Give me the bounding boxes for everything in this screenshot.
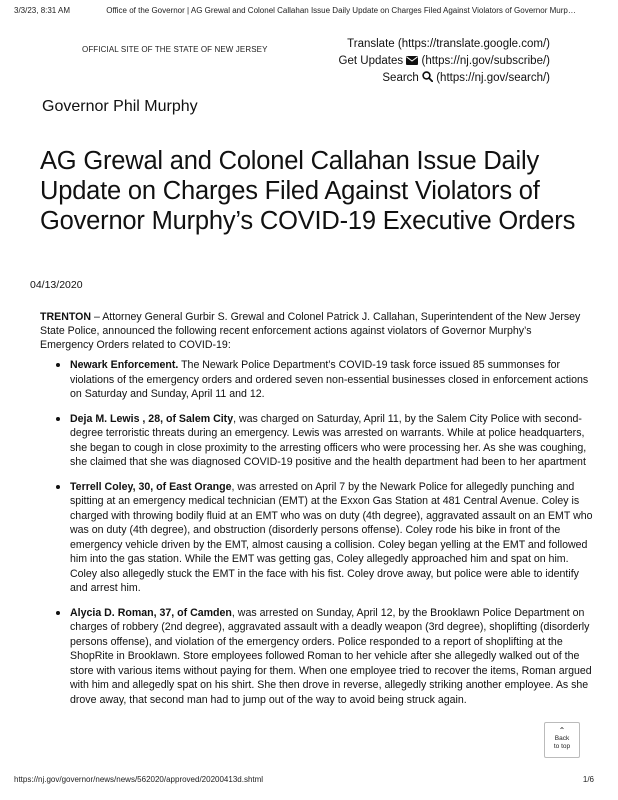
article-date: 04/13/2020 [30,279,83,291]
item-lead: Newark Enforcement. [70,359,179,371]
print-footer [14,775,594,784]
print-timestamp: 3/3/23, 8:31 AM [14,6,71,15]
item-text: , was charged on Saturday, April 11, by the Salem City Police with second-degree terroristic threats during an emergency. Lewis was arrested on warrants. While at police headquarters, she began to cough in close proximity to the arresting officers who were processing her. As she was coughing, she claimed that she was diagnosed COVID-19 positive and the health department had been to her apartment [70,412,587,468]
print-page-number: 1/6 [582,775,594,784]
search-label: Search [382,72,419,84]
back-to-top-line2: to top [553,743,571,750]
envelope-icon [406,56,418,65]
item-lead: Deja M. Lewis , 28, of Salem City [70,412,234,425]
utility-links [339,36,550,87]
list-item [56,606,594,708]
article-intro [40,310,586,352]
list-item [56,412,594,470]
enforcement-list [56,358,594,717]
arrow-up-icon: ⌃ [558,726,566,735]
search-url: (https://nj.gov/search/) [436,72,550,84]
item-lead: Terrell Coley, 30, of East Orange [70,480,232,493]
item-lead: Alycia D. Roman, 37, of Camden [70,606,232,619]
translate-link[interactable]: Translate (https://translate.google.com/) [347,38,550,50]
dateline: TRENTON [40,311,92,323]
list-item [56,358,594,402]
intro-text: – Attorney General Gurbir S. Grewal and Colonel Patrick J. Callahan, Superintendent of the New Jersey State Police, announced the following recent enforcement actions against violators of Governor Murphy’s Emergency Orders related to COVID-19: [40,311,581,351]
print-page-title: Office of the Governor | AG Grewal and Colonel Callahan Issue Daily Update on Charges Filed Against Violators of Governor Murp… [106,6,576,15]
get-updates-link[interactable] [339,53,550,70]
item-text: The Newark Police Department’s COVID-19 task force issued 85 summonses for violations of the emergency orders and ordered seven non-essential businesses closed in enforcement actions on Saturday and Sunday, April 11 and 12. [70,359,589,400]
get-updates-label: Get Updates [338,55,404,67]
governor-name-link[interactable]: Governor Phil Murphy [42,98,198,115]
back-to-top-button[interactable] [544,722,580,758]
article-title: AG Grewal and Colonel Callahan Issue Daily Update on Charges Filed Against Violators of Governor Murphy’s COVID-19 Executive Orders [40,147,576,235]
search-link[interactable] [339,70,550,87]
back-to-top-line1: Back [554,735,570,742]
item-text: , was arrested on April 7 by the Newark Police for allegedly punching and spitting at an emergency medical technician (EMT) at the Exxon Gas Station at 481 Central Avenue. Coley is charged with throwing bodily fluid at an EMT who was on duty (4th degree), aggravated assault on an EMT who was on duty (4th degree), and obstruction (disorderly persons offense). Coley rode his bike in front of the emergency vehicle driven by the EMT, almost causing a collision. Coley began yelling at the EMT and followed him into the gas station. While the EMT was getting gas, Coley allegedly approached him and spat on him. Coley also allegedly stuck the EMT in the face with his fist. Coley drove away, but police were able to identify and arrest him. [70,480,593,594]
list-item [56,480,594,596]
get-updates-url: (https://nj.gov/subscribe/) [421,55,550,67]
print-url: https://nj.gov/governor/news/news/562020/approved/20200413d.shtml [14,775,264,784]
item-text: , was arrested on Sunday, April 12, by the Brooklawn Police Department on charges of robbery (2nd degree), aggravated assault with a deadly weapon (3rd degree), shoplifting (disorderly persons offense), and violation of the emergency orders. Police responded to a report of shoplifting at the ShopRite in Brooklawn. Store employees followed Roman to her vehicle after she allegedly walked out of the store with various items without paying for them. When one employee tried to recover the items, Roman argued with him and allegedly spat on his shirt. She then drove in reverse, allegedly striking another employee. As she drove away, that second man had to jump out of the way to avoid being struck again. [70,606,592,706]
print-header [14,6,608,15]
official-site-label: OFFICIAL SITE OF THE STATE OF NEW JERSEY [82,45,268,54]
search-icon [422,71,433,82]
